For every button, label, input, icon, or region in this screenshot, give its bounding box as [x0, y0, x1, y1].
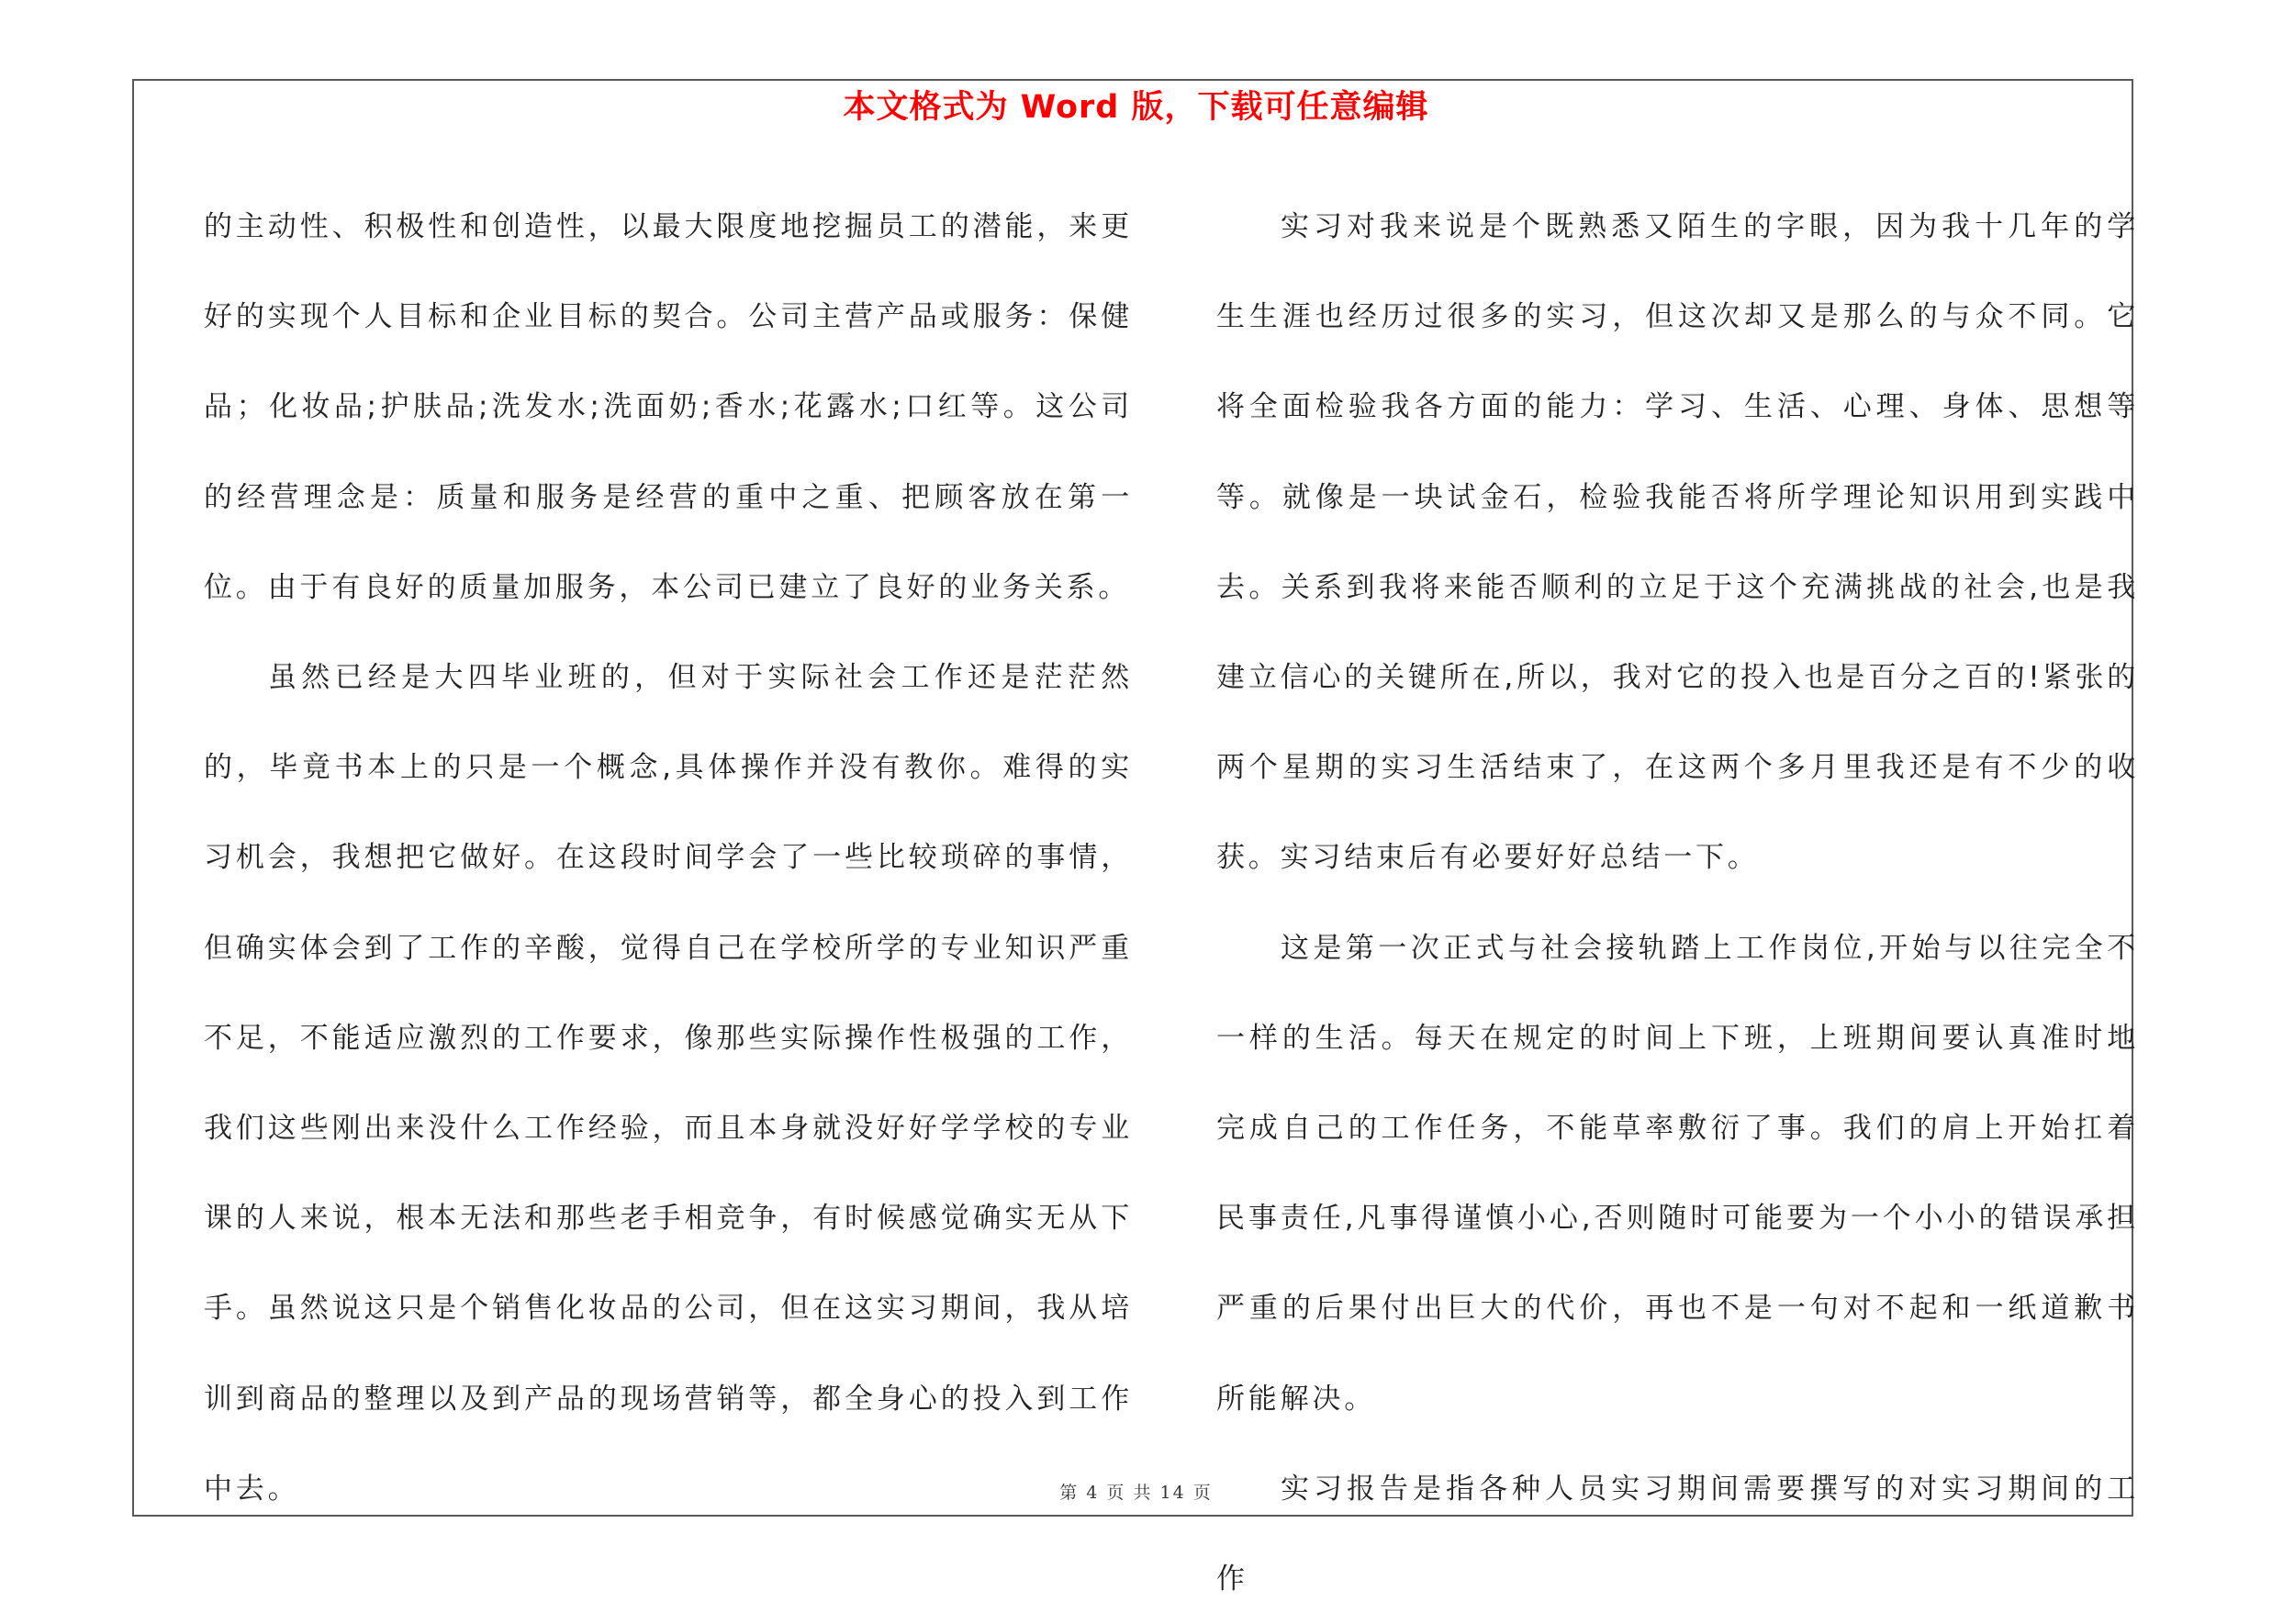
paragraph: 的主动性、积极性和创造性，以最大限度地挖掘员工的潜能，来更好的实现个人目标和企业目标的契合。公司主营产品或服务：保健品；化妆品;护肤品;洗发水;洗面奶;香水;花露水;口红等。这公司的经营理念是：质量和服务是经营的重中之重、把顾客放在第一位。由于有良好的质量加服务，本公司已建立了良好的业务关系。 — [204, 210, 1133, 604]
paragraph: 虽然已经是大四毕业班的，但对于实际社会工作还是茫茫然的，毕竟书本上的只是一个概念,具体操作并没有教你。难得的实习机会，我想把它做好。在这段时间学会了一些比较琐碎的事情，但确实体会到了工作的辛酸，觉得自己在学校所学的专业知识严重不足，不能适应激烈的工作要求，像那些实际操作性极强的工作，我们这些刚出来没什么工作经验，而且本身就没好好学学校的专业课的人来说，根本无法和那些老手相竞争，有时候感觉确实无从下手。虽然说这只是个销售化妆品的公司，但在这实习期间，我从培训到商品的整理以及到产品的现场营销等，都全身心的投入到工作中去。 — [204, 661, 1133, 1506]
left-column — [204, 182, 1133, 1534]
right-column — [1216, 182, 2139, 1624]
page-number: 第 4 页 共 14 页 — [1059, 1483, 1213, 1503]
paragraph: 实习报告是指各种人员实习期间需要撰写的对实习期间的工作 — [1216, 1472, 2139, 1596]
paragraph: 实习对我来说是个既熟悉又陌生的字眼，因为我十几年的学生生涯也经历过很多的实习，但这次却又是那么的与众不同。它将全面检验我各方面的能力：学习、生活、心理、身体、思想等等。就像是一块试金石，检验我能否将所学理论知识用到实践中去。关系到我将来能否顺利的立足于这个充满挑战的社会,也是我建立信心的关键所在,所以，我对它的投入也是百分之百的!紧张的两个星期的实习生活结束了，在这两个多月里我还是有不少的收获。实习结束后有必要好好总结一下。 — [1216, 210, 2139, 875]
paragraph: 这是第一次正式与社会接轨踏上工作岗位,开始与以往完全不一样的生活。每天在规定的时间上下班，上班期间要认真准时地完成自己的工作任务，不能草率敷衍了事。我们的肩上开始扛着民事责任,凡事得谨慎小心,否则随时可能要为一个小小的错误承担严重的后果付出巨大的代价，再也不是一句对不起和一纸道歉书所能解决。 — [1216, 931, 2139, 1416]
format-banner: 本文格式为 Word 版，下载可任意编辑 — [843, 89, 1429, 126]
